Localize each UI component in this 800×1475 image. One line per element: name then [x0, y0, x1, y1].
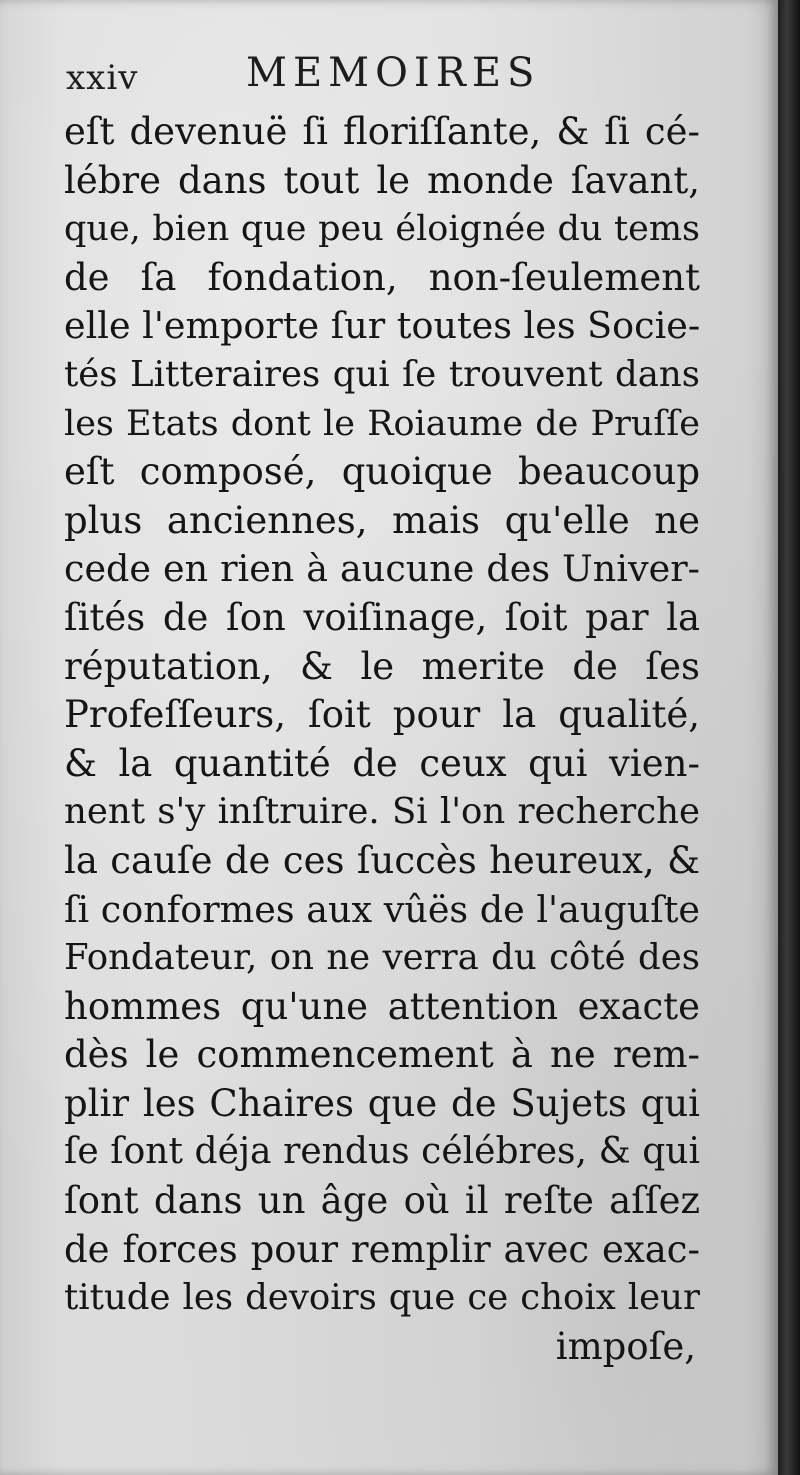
page-header	[66, 50, 706, 110]
text-line: plir les Chaires que de Sujets qui	[64, 1081, 700, 1125]
page-edge-shadow	[778, 0, 800, 1475]
text-line: ſe ſont déja rendus célébres, & qui	[64, 1131, 700, 1173]
text-line: hommes qu'une attention exacte	[64, 984, 700, 1028]
text-line: les Etats dont le Roiaume de Pruſſe	[64, 403, 700, 444]
text-line: dès le commencement à ne rem-	[64, 1033, 700, 1077]
text-line: & la quantité de ceux qui vien-	[64, 741, 700, 785]
text-line: de ſa fondation, non-ſeulement	[64, 255, 700, 299]
text-line: ſités de ſon voiſinage, ſoit par la	[64, 595, 700, 639]
text-line: de forces pour remplir avec exac-	[64, 1227, 700, 1271]
text-line: que, bien que peu éloignée du tems	[64, 209, 700, 250]
text-line: la cauſe de ces ſuccès heureux, &	[64, 838, 700, 882]
text-line: eſt devenuë ſi floriſſante, & ſi cé-	[64, 110, 700, 153]
text-line: plus anciennes, mais qu'elle ne	[64, 498, 700, 542]
text-line: eſt composé, quoique beaucoup	[64, 450, 700, 494]
text-line: ſi conformes aux vûës de l'auguſte	[64, 887, 700, 931]
page-number: xxiv	[66, 58, 139, 98]
text-line: Fondateur, on ne verra du côté des	[64, 937, 700, 979]
text-line: cede en rien à aucune des Univer-	[64, 547, 700, 591]
text-line: ſont dans un âge où il reſte aſſez	[64, 1179, 700, 1223]
running-title: MEMOIRES	[246, 50, 541, 96]
text-line: Profeſſeurs, ſoit pour la qualité,	[64, 693, 700, 737]
text-line: nent s'y inſtruire. Si l'on recherche	[64, 791, 700, 833]
text-line: réputation, & le merite de ſes	[64, 644, 700, 688]
catchword: impoſe,	[555, 1324, 696, 1368]
text-line: lébre dans tout le monde ſavant,	[64, 158, 700, 202]
text-line: titude les devoirs que ce choix leur	[64, 1277, 700, 1319]
body-text	[64, 108, 700, 1371]
text-line: elle l'emporte ſur toutes les Socie-	[64, 304, 700, 348]
text-line: tés Litteraires qui ſe trouvent dans	[64, 353, 700, 395]
